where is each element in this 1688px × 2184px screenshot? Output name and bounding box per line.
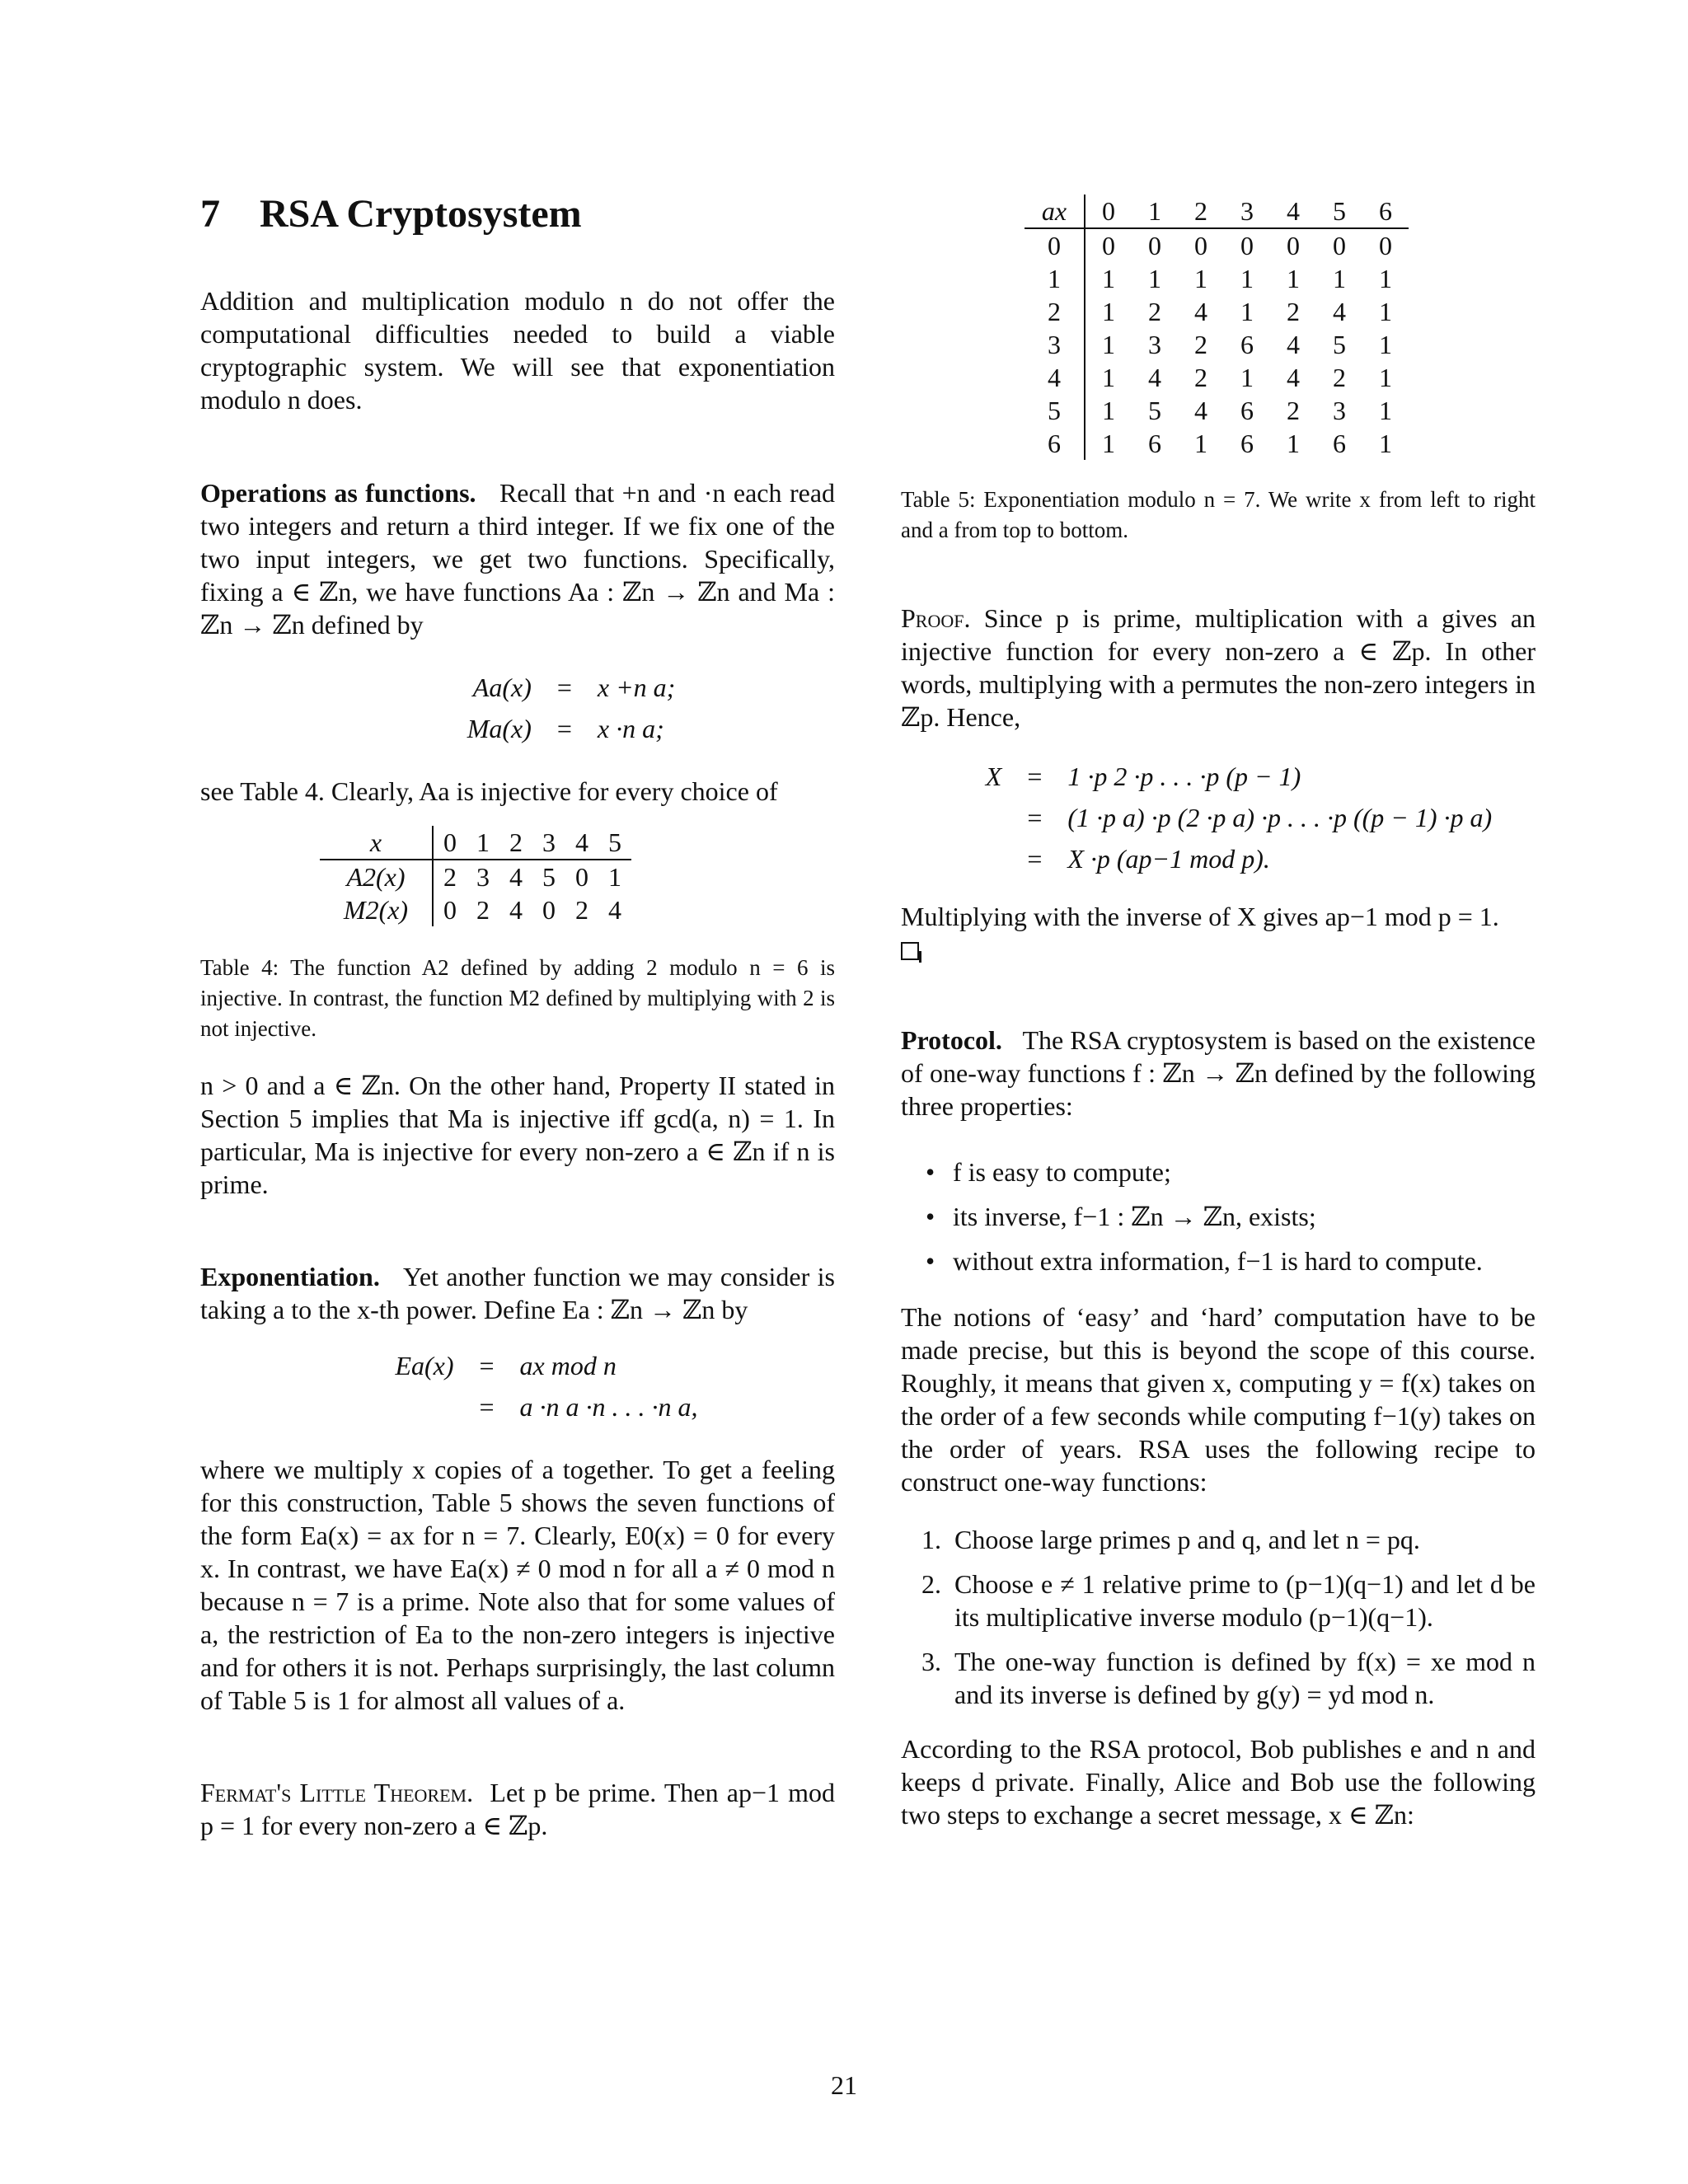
table-5-col-header: 3 (1240, 196, 1254, 226)
table-4-col-header: 1 (476, 827, 490, 857)
table-5-cell: 4 (1333, 297, 1346, 326)
table-4-caption: Table 4: The function A2 defined by adding 2 modulo n = 6 is injective. In contrast, the function M2 defined by multiplying with 2 is not injective. (200, 955, 835, 1041)
table-5-col-header: 1 (1148, 196, 1161, 226)
table-5-row-label: 4 (1025, 361, 1085, 394)
table-5-cell: 1 (1240, 264, 1254, 293)
exponentiation-paragraph (200, 1260, 835, 1326)
table-5-cell: 1 (1240, 297, 1254, 326)
table-5-cell: 1 (1102, 297, 1115, 326)
table-5-cell: 1 (1102, 363, 1115, 392)
proof-eq-rhs-1: 1 ·p 2 ·p . . . ·p (p − 1) (1067, 762, 1301, 791)
table-4-cell: 5 (542, 862, 556, 892)
property-text: its inverse, f−1 : ℤn → ℤn, exists; (953, 1202, 1316, 1231)
fermat-label: Fermat's Little Theorem. (200, 1778, 474, 1807)
operations-heading: Operations as functions. (200, 478, 476, 508)
bullet-icon: • (926, 1157, 935, 1187)
list-item (901, 1645, 1536, 1711)
eq-e-empty (340, 1390, 454, 1423)
table-5-cell: 2 (1287, 297, 1300, 326)
eq-m-lhs: Ma(x) (467, 714, 532, 743)
step-text: The one-way function is defined by f(x) = xe mod n and its inverse is defined by g(y) = yd mod n. (954, 1647, 1536, 1709)
see-table-4-line: see Table 4. Clearly, Aa is injective for every choice of (200, 776, 778, 806)
property-text: without extra information, f−1 is hard to compute. (953, 1246, 1483, 1276)
table-5-cell: 1 (1287, 429, 1300, 458)
proof-eq-equals-3: = (1027, 844, 1043, 874)
table-5-col-header: 6 (1379, 196, 1392, 226)
table-row (1025, 295, 1409, 328)
table-5-cell: 1 (1102, 396, 1115, 425)
table-5-cell: 0 (1194, 231, 1207, 260)
table-5-cell: 1 (1102, 264, 1115, 293)
table-5-body (1025, 228, 1409, 460)
table-5-cell: 0 (1148, 231, 1161, 260)
eq-a-equals: = (556, 673, 572, 702)
table-5-cell: 2 (1333, 363, 1346, 392)
table-5-cell: 3 (1333, 396, 1346, 425)
table-5-cell: 5 (1333, 330, 1346, 359)
table-5-cell: 6 (1333, 429, 1346, 458)
table-4-cell: 2 (575, 895, 588, 925)
table-4-cell: 0 (443, 895, 457, 925)
table-5-row-label: 5 (1025, 394, 1085, 427)
table-5-cell: 1 (1194, 264, 1207, 293)
table-5-col-header: 4 (1287, 196, 1300, 226)
table-5-cell: 1 (1102, 429, 1115, 458)
table-5-cell: 1 (1379, 429, 1392, 458)
table-5-cell: 1 (1148, 264, 1161, 293)
table-5-row-label: 6 (1025, 427, 1085, 460)
table-5-cell: 1 (1102, 330, 1115, 359)
table-row (1025, 262, 1409, 295)
table-5-cell: 6 (1240, 330, 1254, 359)
step-number: 3. (921, 1647, 941, 1676)
proof-equations (942, 760, 1536, 875)
table-5-cell: 4 (1287, 330, 1300, 359)
recipe-list (901, 1523, 1536, 1711)
table-5-cell: 6 (1240, 396, 1254, 425)
table-5-cell: 0 (1240, 231, 1254, 260)
eq-a-rhs: x +n a; (597, 673, 676, 702)
table-5-header-row (1025, 194, 1409, 228)
intro-paragraph: Addition and multiplication modulo n do not offer the computational difficulties needed to build a viable cryptographic system. We will see that exponentiation modulo n does. (200, 286, 835, 415)
table-5-cell: 2 (1148, 297, 1161, 326)
list-item (901, 1244, 1536, 1277)
table-5-cell: 4 (1194, 396, 1207, 425)
table-5-col-header: 5 (1333, 196, 1346, 226)
table-5-cell: 4 (1194, 297, 1207, 326)
exponentiation-body: where we multiply x copies of a together. To get a feeling for this construction, Table 5 shows the seven functions of the form Ea(x) = ax for n = 7. Clearly, E0(x) = 0 for every x. In contrast, we have Ea(x) ≠ 0 mod n for all a ≠ 0 mod n because n = 7 is a prime. Note also that for some values of a, the restriction of Ea to the non-zero integers is injective and for others it is not. Perhaps surprisingly, the last column of Table 5 is 1 for almost all values of a. (200, 1455, 835, 1715)
table-5-cell: 1 (1287, 264, 1300, 293)
table-5-cell: 1 (1333, 264, 1346, 293)
list-item (901, 1155, 1536, 1188)
table-4-col-header: 0 (443, 827, 457, 857)
table-4-row-label: M2(x) (320, 893, 433, 926)
page-number: 21 (831, 2070, 857, 2100)
eq-a-lhs: Aa(x) (472, 673, 532, 702)
table-5-cell: 4 (1148, 363, 1161, 392)
proof-eq-equals-1: = (1027, 762, 1043, 791)
table-row (1025, 228, 1409, 262)
table-5-row-label: 1 (1025, 262, 1085, 295)
table-5-cell: 1 (1379, 330, 1392, 359)
proof-text: Since p is prime, multiplication with a gives an injective function for every non-zero a ∈ ℤp. In other words, multiplying with a permutes the non-zero integers in ℤp. Hence, (901, 603, 1536, 732)
proof-eq-rhs-3: X ·p (ap−1 mod p). (1067, 844, 1270, 874)
table-5-row-label: 3 (1025, 328, 1085, 361)
table-5-cell: 0 (1379, 231, 1392, 260)
table-5-cell: 1 (1379, 396, 1392, 425)
bullet-icon: • (926, 1202, 935, 1231)
eq-e-equals-1: = (479, 1351, 495, 1380)
injective-paragraph: n > 0 and a ∈ ℤn. On the other hand, Property II stated in Section 5 implies that Ma is injective iff gcd(a, n) = 1. In particular, Ma is injective for every non-zero a ∈ ℤn if n is prime. (200, 1071, 835, 1199)
table-5-row-label: 2 (1025, 295, 1085, 328)
left-column (200, 190, 835, 1842)
table-5-cell: 4 (1287, 363, 1300, 392)
eq-e-equals-2: = (479, 1392, 495, 1422)
table-5-cell: 1 (1240, 363, 1254, 392)
table-5-cell: 1 (1379, 297, 1392, 326)
table-5-row-label: 0 (1025, 228, 1085, 262)
eq-m-rhs: x ·n a; (597, 714, 664, 743)
table-5-cell: 1 (1194, 429, 1207, 458)
operations-equations (398, 671, 744, 745)
table-4-col-header: 5 (608, 827, 621, 857)
table-row (320, 860, 631, 893)
table-5-col-header: 2 (1194, 196, 1207, 226)
table-5-cell: 6 (1240, 429, 1254, 458)
proof-label: Proof. (901, 603, 971, 633)
table-4-cell: 2 (476, 895, 490, 925)
protocol-text: The RSA cryptosystem is based on the existence of one-way functions f : ℤn → ℤn defined by the following three properties: (901, 1025, 1536, 1121)
exponentiation-heading: Exponentiation. (200, 1262, 380, 1291)
eq-e-lhs: Ea(x) (395, 1351, 454, 1380)
list-item (901, 1200, 1536, 1233)
step-text: Choose e ≠ 1 relative prime to (p−1)(q−1) and let d be its multiplicative inverse modulo (p−1)(q−1). (954, 1569, 1536, 1632)
section-number: 7 (200, 192, 220, 236)
operations-text: Recall that +n and ·n each read two integers and return a third integer. If we fix one of the two input integers, we get two functions. Specifically, fixing a ∈ ℤn, we have functions Aa : ℤn → ℤn and Ma : ℤn → ℤn defined by (200, 478, 836, 640)
list-item (901, 1523, 1536, 1556)
table-5-caption: Table 5: Exponentiation modulo n = 7. We write x from left to right and a from top to bottom. (901, 487, 1536, 542)
table-5-cell: 5 (1148, 396, 1161, 425)
table-row (1025, 328, 1409, 361)
table-5-cell: 0 (1102, 231, 1115, 260)
table-4-cell: 1 (608, 862, 621, 892)
table-4-cell: 4 (509, 895, 523, 925)
proof-paragraph (901, 602, 1536, 733)
proof-eq-lhs: X (985, 762, 1002, 791)
table-row (1025, 427, 1409, 460)
table-4-cell: 0 (542, 895, 556, 925)
closing-paragraph: According to the RSA protocol, Bob publishes e and n and keeps d private. Finally, Alice and Bob use the following two steps to exchange a secret message, x ∈ ℤn: (901, 1734, 1536, 1830)
protocol-paragraph (901, 1024, 1536, 1122)
table-5-cell: 0 (1287, 231, 1300, 260)
section-title: RSA Cryptosystem (260, 192, 582, 236)
table-4-header-row (320, 826, 631, 860)
notions-paragraph: The notions of ‘easy’ and ‘hard’ computation have to be made precise, but this is beyond the scope of this course. Roughly, it means that given x, computing y = f(x) takes on the order of a few seconds while computing f−1(y) takes on the order of years. RSA uses the following recipe to construct one-way functions: (901, 1302, 1536, 1497)
table-4-cell: 3 (476, 862, 490, 892)
table-4-header-label: x (320, 826, 433, 860)
table-4 (320, 826, 631, 926)
operations-paragraph (200, 476, 835, 641)
exponentiation-text: Yet another function we may consider is taking a to the x-th power. Define Ea : ℤn → ℤn by (200, 1262, 835, 1324)
eq-e-rhs-1: ax mod n (519, 1351, 617, 1380)
eq-e-rhs-2: a ·n a ·n . . . ·n a, (519, 1392, 698, 1422)
table-row (1025, 394, 1409, 427)
table-4-row-label: A2(x) (320, 860, 433, 893)
section-heading (200, 190, 835, 239)
table-4-col-header: 4 (575, 827, 588, 857)
table-5-header-label: ax (1025, 194, 1085, 228)
property-text: f is easy to compute; (953, 1157, 1171, 1187)
proof-eq-rhs-2: (1 ·p a) ·p (2 ·p a) ·p . . . ·p ((p − 1) ·p a) (1067, 803, 1493, 832)
list-item (901, 1568, 1536, 1633)
table-4-cell: 2 (443, 862, 457, 892)
proof-conclusion (901, 900, 1536, 966)
right-column (901, 194, 1536, 1831)
step-number: 1. (921, 1525, 941, 1554)
table-5-cell: 1 (1379, 363, 1392, 392)
step-text: Choose large primes p and q, and let n = pq. (954, 1525, 1420, 1554)
fermat-theorem (200, 1776, 835, 1842)
table-5-cell: 1 (1379, 264, 1392, 293)
table-5-cell: 2 (1194, 330, 1207, 359)
table-5 (1025, 194, 1409, 460)
qed-icon (901, 942, 919, 960)
table-5-cell: 2 (1287, 396, 1300, 425)
table-5-cell: 2 (1194, 363, 1207, 392)
table-row (320, 893, 631, 926)
proof-eq-empty-2 (942, 842, 1001, 875)
protocol-heading: Protocol. (901, 1025, 1002, 1055)
table-5-col-header: 0 (1102, 196, 1115, 226)
table-5-cell: 6 (1148, 429, 1161, 458)
proof-eq-equals-2: = (1027, 803, 1043, 832)
table-4-cell: 4 (509, 862, 523, 892)
fermat-text: Let p be prime. Then ap−1 mod p = 1 for every non-zero a ∈ ℤp. (200, 1778, 836, 1840)
table-4-cell: 4 (608, 895, 621, 925)
table-row (1025, 361, 1409, 394)
proof-eq-empty-1 (942, 801, 1001, 834)
table-4-col-header: 2 (509, 827, 523, 857)
table-5-cell: 0 (1333, 231, 1346, 260)
properties-list (901, 1155, 1536, 1277)
table-4-col-header: 3 (542, 827, 556, 857)
table-5-cell: 3 (1148, 330, 1161, 359)
step-number: 2. (921, 1569, 941, 1599)
table-4-cell: 0 (575, 862, 588, 892)
bullet-icon: • (926, 1246, 935, 1276)
eq-m-equals: = (556, 714, 572, 743)
exponentiation-equations (340, 1349, 753, 1423)
proof-conclusion-text: Multiplying with the inverse of X gives ap−1 mod p = 1. (901, 902, 1499, 931)
